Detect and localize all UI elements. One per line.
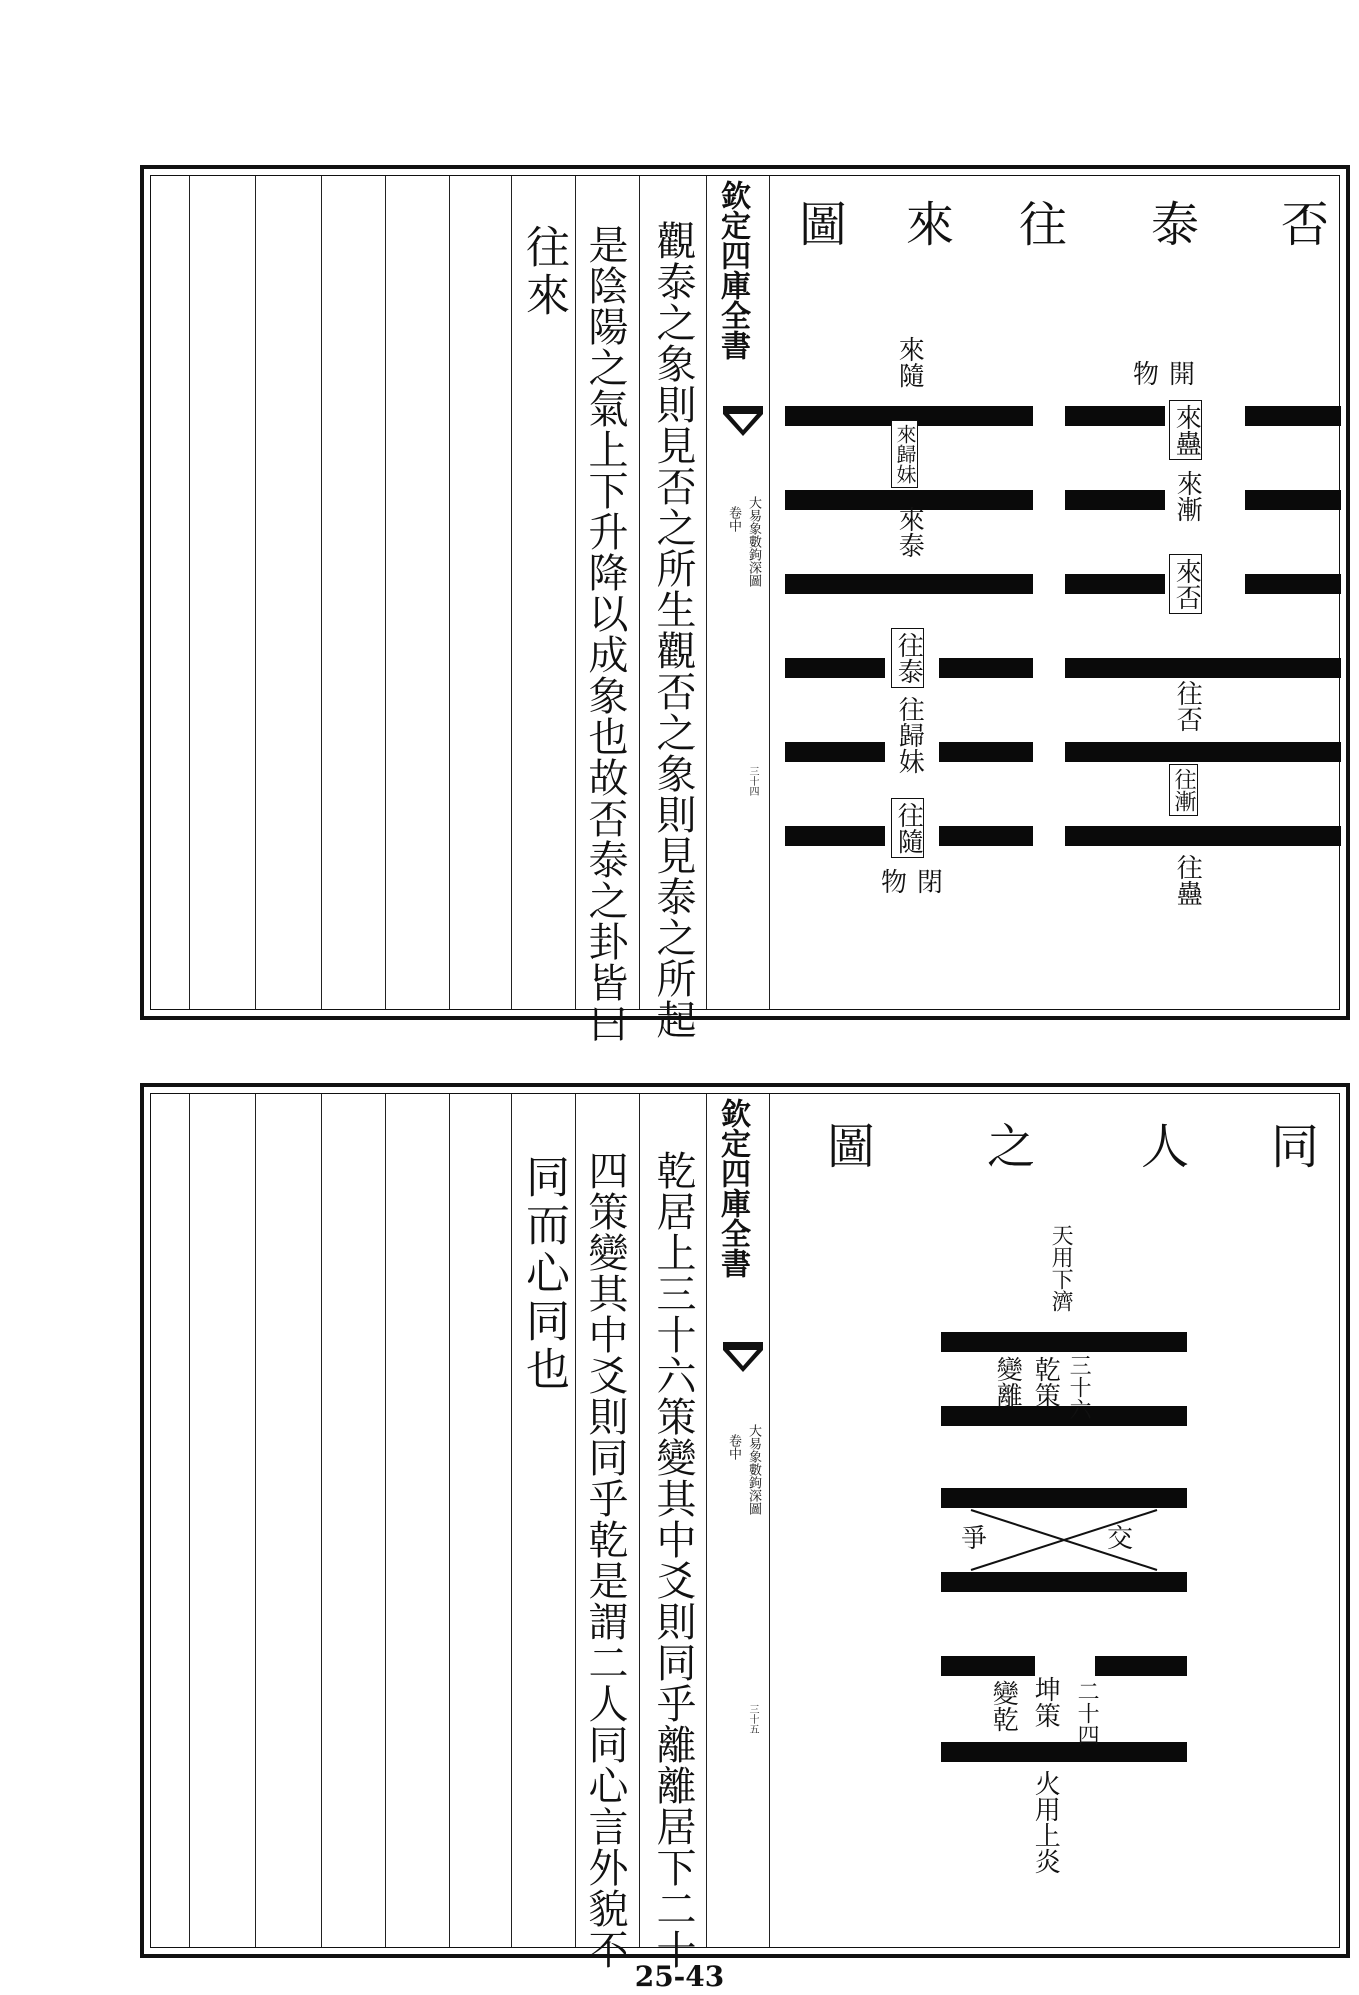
column-rule [769,176,770,1009]
hexagram-left-line-6b [939,826,1033,846]
label-wang-sui: 往隨 [891,798,924,858]
column-rule [189,176,190,1009]
margin-book-title: 欽定四庫全書 [715,180,750,360]
hexagram-right-line-4 [1065,658,1341,678]
text-column-1: 乾居上三十六策變其中爻則同乎離離居下二十 [650,1150,696,1970]
hexagram-right-line-2a [1065,490,1165,510]
column-rule [255,176,256,1009]
hexagram-right-line-1a [1065,406,1165,426]
column-rule [511,176,512,1009]
column-rule [321,1094,322,1947]
bottom-page-frame [150,1093,1340,1970]
tongren-line-3 [941,1488,1187,1508]
hexagram-right-line-3a [1065,574,1165,594]
column-rule [321,176,322,1009]
label-lai-guimei: 來歸妹 [891,420,918,488]
top-page-frame [150,175,1340,1044]
column-rule [511,1094,512,1947]
label-wang-jian: 往漸 [1169,764,1198,816]
label-lai-sui: 來隨 [894,336,925,388]
column-rule [449,176,450,1009]
column-rule [385,176,386,1009]
bottom-page [140,1083,1350,1970]
title-char-5: 圖 [799,197,848,253]
column-rule [575,1094,576,1947]
tongren-line-6 [941,1742,1187,1762]
margin-juan: 卷中 [726,506,741,532]
margin-juan: 卷中 [726,1434,741,1460]
tongren-line-2 [941,1406,1187,1426]
title-char-2: 人 [1141,1119,1190,1175]
label-bian-qian: 變乾 [988,1680,1019,1732]
label-lai-gu: 來蠱 [1169,400,1202,460]
column-rule [449,1094,450,1947]
column-rule [706,176,707,1009]
title-char-1: 同 [1271,1119,1320,1175]
column-rule [706,1094,707,1947]
hexagram-right-line-3b [1245,574,1341,594]
hexagram-right-line-6 [1065,826,1341,846]
hexagram-left-line-4a [785,658,885,678]
hexagram-left-line-6a [785,826,885,846]
hexagram-left-line-5b [939,742,1033,762]
column-rule [639,176,640,1009]
margin-page-number: 三十五 [747,1704,758,1734]
label-jiao: 交 [1107,1524,1134,1554]
title-char-1: 否 [1281,197,1330,253]
label-bian-li: 變離 [992,1356,1023,1408]
column-rule [769,1094,770,1947]
column-rule [255,1094,256,1947]
label-zheng: 爭 [961,1524,988,1554]
label-wang-pi: 往否 [1172,680,1203,732]
label-huo-yong-shang-yan: 火用上炎 [1030,1770,1061,1874]
label-bi-wu: 閉物 [881,868,954,898]
column-rule [575,176,576,1009]
hexagram-right-line-1b [1245,406,1341,426]
label-lai-pi: 來否 [1169,554,1202,614]
hexagram-right-line-5 [1065,742,1341,762]
label-lai-tai: 來泰 [894,506,925,558]
column-rule [189,1094,190,1947]
column-rule [385,1094,386,1947]
tongren-line-1 [941,1332,1187,1352]
tongren-line-5a [941,1656,1035,1676]
fish-tail-mark [723,406,763,442]
label-tian-yong-xia-ji: 天用下濟 [1048,1224,1074,1312]
margin-volume-title: 大易象數鉤深圖 [746,496,761,587]
label-wang-tai: 往泰 [891,628,924,688]
label-qian-ce: 乾策 [1030,1356,1061,1408]
text-column-1: 觀泰之象則見否之所生觀否之象則見泰之所起 [650,220,696,1040]
text-column-2: 是陰陽之氣上下升降以成象也故否泰之卦皆曰 [582,224,628,1044]
label-wang-guimei: 往歸妹 [894,696,925,774]
title-char-2: 泰 [1151,197,1200,253]
label-36: 三十六 [1066,1354,1092,1420]
fish-tail-mark [723,1342,763,1378]
title-char-4: 圖 [827,1119,876,1175]
margin-book-title: 欽定四庫全書 [715,1098,750,1278]
label-wang-gu: 往蠱 [1172,854,1203,906]
margin-page-number: 三十四 [747,766,758,796]
title-char-3: 之 [987,1119,1036,1175]
text-column-3: 往來 [518,224,569,320]
text-column-2: 四策變其中爻則同乎乾是謂二人同心言外貌不 [582,1150,628,1970]
title-char-3: 往 [1019,197,1068,253]
label-24: 二十四 [1074,1680,1100,1746]
title-char-4: 來 [906,197,955,253]
label-kun-ce: 坤策 [1030,1676,1061,1728]
hexagram-left-line-4b [939,658,1033,678]
margin-volume-title: 大易象數鉤深圖 [746,1424,761,1515]
page-footer-number: 25-43 [634,1960,725,1993]
text-column-3: 同而心同也 [518,1154,569,1394]
hexagram-left-line-5a [785,742,885,762]
label-lai-jian: 來漸 [1172,470,1203,522]
hexagram-right-line-2b [1245,490,1341,510]
column-rule [639,1094,640,1947]
tongren-line-4 [941,1572,1187,1592]
top-page [140,165,1350,1044]
label-kai-wu: 開物 [1133,360,1206,390]
hexagram-left-line-3 [785,574,1033,594]
tongren-line-5b [1095,1656,1187,1676]
